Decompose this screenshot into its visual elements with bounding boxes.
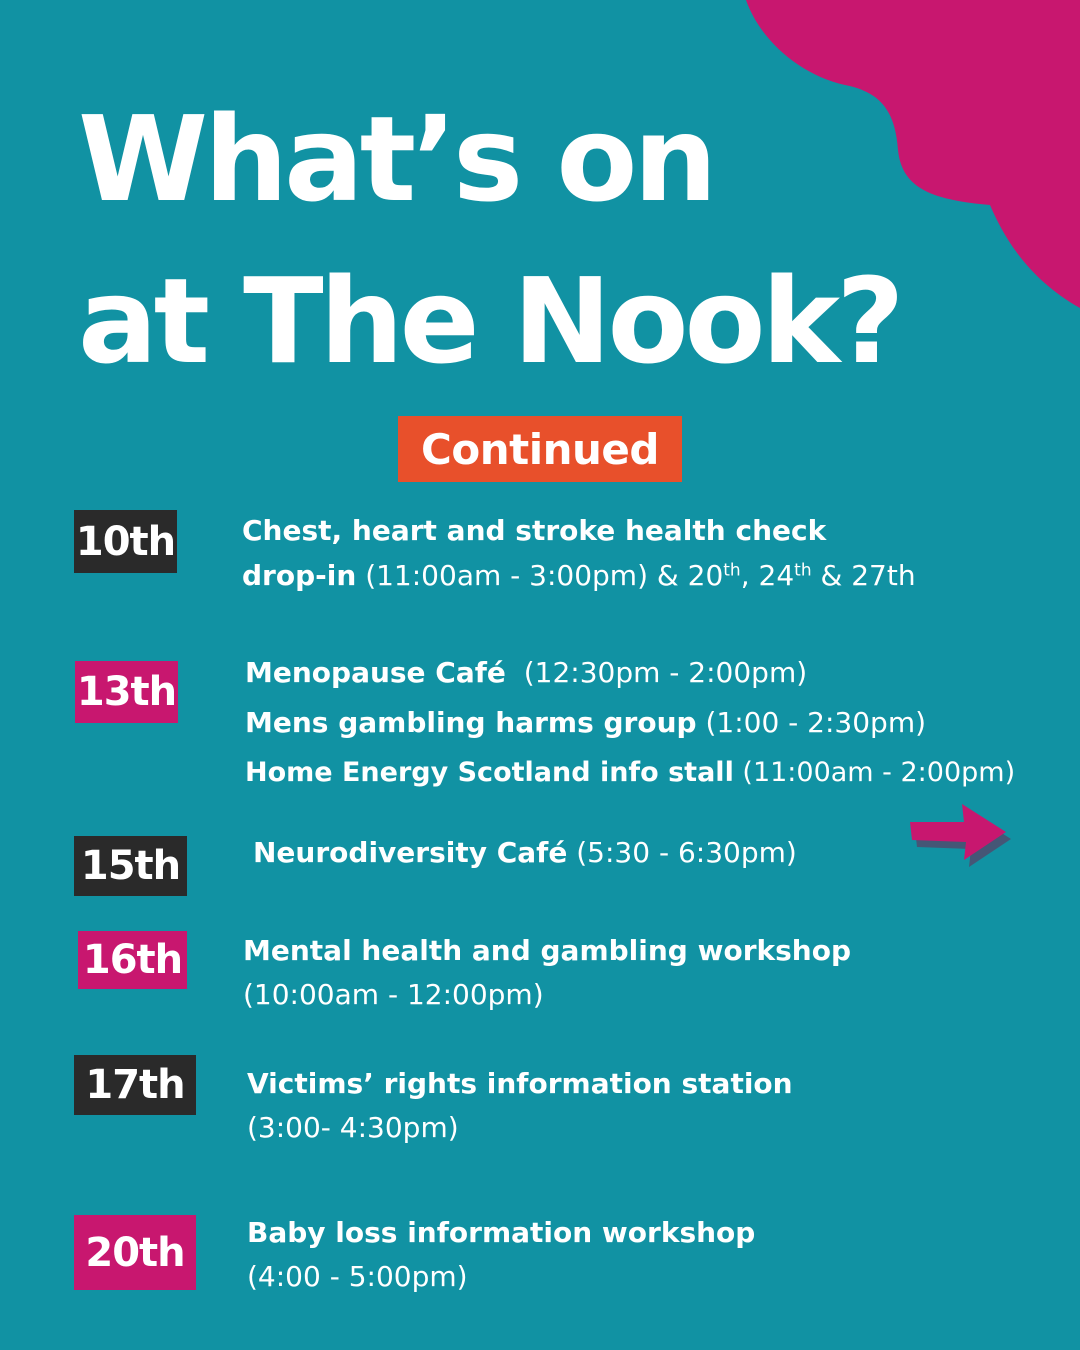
event-title: Chest, heart and stroke health check <box>242 514 827 547</box>
event-title: Mens gambling harms group <box>245 706 697 739</box>
superscript-th: th <box>723 560 741 581</box>
event-16th-line-2 <box>243 978 544 1012</box>
continued-badge: Continued <box>398 416 682 482</box>
event-title: Mental health and gambling workshop <box>243 934 852 967</box>
date-badge-13th: 13th <box>75 661 178 723</box>
date-badge-17th: 17th <box>74 1055 196 1115</box>
arrow-right-icon <box>908 800 1012 870</box>
event-time: (11:00am - 2:00pm) <box>733 757 1016 788</box>
event-time: (12:30pm - 2:00pm) <box>505 656 808 689</box>
event-time: (11:00am - 3:00pm) & 20 <box>356 559 724 592</box>
event-17th-line-2 <box>247 1111 459 1145</box>
date-badge-16th: 16th <box>78 931 187 989</box>
event-13th-line-3 <box>245 756 1015 790</box>
event-20th-line-2 <box>247 1260 468 1294</box>
event-title: Menopause Café <box>245 656 506 689</box>
page-title-line-1: What’s on <box>78 90 714 228</box>
event-time: (3:00- 4:30pm) <box>247 1111 459 1144</box>
event-time: (1:00 - 2:30pm) <box>696 706 927 739</box>
event-15th-line-1 <box>253 836 797 870</box>
event-time: (10:00am - 12:00pm) <box>243 978 544 1011</box>
date-badge-15th: 15th <box>74 836 187 896</box>
event-title: Home Energy Scotland info stall <box>245 757 734 788</box>
date-badge-20th: 20th <box>74 1215 196 1290</box>
event-10th-line-2 <box>242 559 916 593</box>
event-16th-line-1 <box>243 934 851 968</box>
event-20th-line-1 <box>247 1216 755 1250</box>
event-dates-end: & 27th <box>811 559 916 592</box>
event-dates: , 24 <box>740 559 795 592</box>
event-13th-line-1 <box>245 656 807 690</box>
event-title-cont: drop-in <box>242 559 357 592</box>
event-time: (4:00 - 5:00pm) <box>247 1260 468 1293</box>
event-title: Neurodiversity Café <box>253 836 568 869</box>
superscript-th: th <box>794 560 812 581</box>
event-title: Victims’ rights information station <box>247 1067 793 1100</box>
date-badge-10th: 10th <box>74 510 177 573</box>
event-time: (5:30 - 6:30pm) <box>567 836 797 869</box>
event-title: Baby loss information workshop <box>247 1216 756 1249</box>
event-10th-line-1 <box>242 514 826 548</box>
event-17th-line-1 <box>247 1067 793 1101</box>
event-13th-line-2 <box>245 706 926 740</box>
page-title-line-2: at The Nook? <box>78 252 901 390</box>
